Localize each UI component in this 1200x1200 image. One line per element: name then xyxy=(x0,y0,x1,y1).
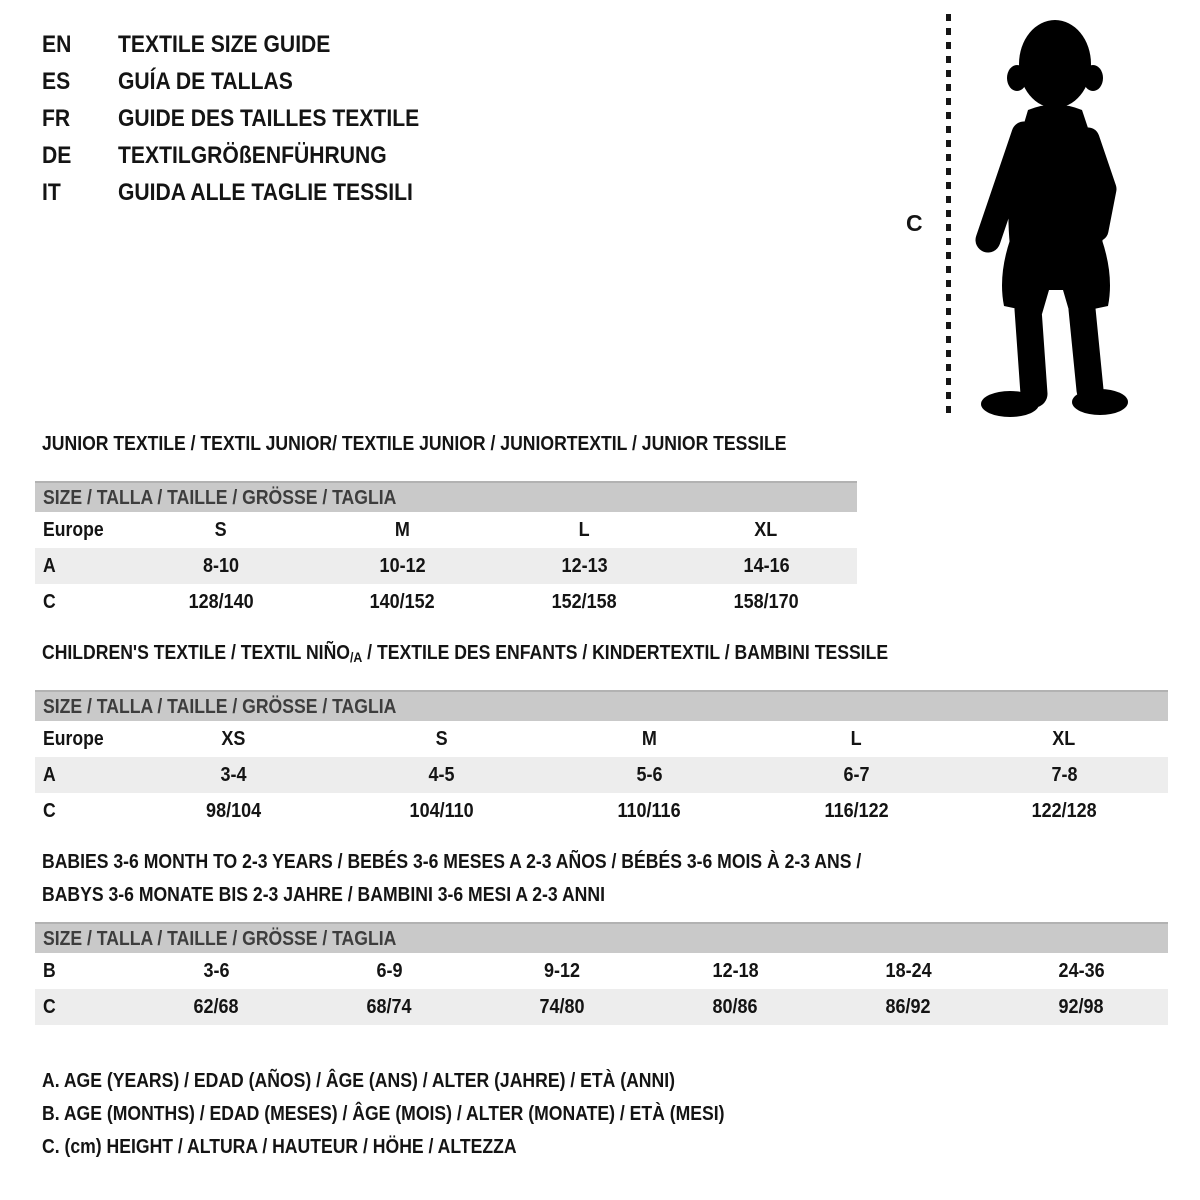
age-cell: 8-10 xyxy=(202,554,239,577)
language-title: TEXTILE SIZE GUIDE xyxy=(118,30,331,58)
table-row-age-months xyxy=(35,953,1168,989)
table-row-age xyxy=(35,757,1168,793)
language-code: IT xyxy=(42,178,61,206)
section-title-babies-line1: BABIES 3-6 MONTH TO 2-3 YEARS / BEBÉS 3-6 MESES A 2-3 AÑOS / BÉBÉS 3-6 MOIS À 2-3 ANS / xyxy=(42,851,862,873)
size-cell: S xyxy=(435,727,448,750)
language-title: GUÍA DE TALLAS xyxy=(118,67,293,95)
row-label: B xyxy=(43,959,56,982)
size-cell: XL xyxy=(1052,727,1076,750)
row-label: Europe xyxy=(43,518,104,541)
language-row-es xyxy=(42,63,460,100)
language-row-fr xyxy=(42,100,460,137)
table-row-height xyxy=(35,584,857,620)
language-row-de xyxy=(42,137,460,174)
age-cell: 3-4 xyxy=(220,763,247,786)
height-cell: 110/116 xyxy=(617,799,681,822)
legend-age-months: B. AGE (MONTHS) / EDAD (MESES) / ÂGE (MOIS) / ALTER (MONATE) / ETÀ (MESI) xyxy=(42,1103,725,1125)
table-row-europe xyxy=(35,512,857,548)
age-cell: 14-16 xyxy=(743,554,790,577)
age-cell: 6-7 xyxy=(843,763,870,786)
height-cell: 98/104 xyxy=(206,799,262,822)
height-measure-label: C xyxy=(906,210,923,236)
size-cell: S xyxy=(214,518,227,541)
junior-size-table xyxy=(35,481,857,620)
age-cell: 10-12 xyxy=(379,554,426,577)
table-row-age xyxy=(35,548,857,584)
language-code: FR xyxy=(42,104,71,132)
size-header-bar: SIZE / TALLA / TAILLE / GRÖSSE / TAGLIA xyxy=(35,481,857,512)
age-cell: 6-9 xyxy=(376,959,403,982)
language-code: DE xyxy=(42,141,72,169)
children-size-table xyxy=(35,690,1168,829)
size-cell: L xyxy=(851,727,863,750)
height-cell: 86/92 xyxy=(885,995,932,1018)
row-label: C xyxy=(43,799,56,822)
section-title-children: CHILDREN'S TEXTILE / TEXTIL $NIÑO_{/A}$ / TEXTILE DES ENFANTS / KINDERTEXTIL / BAMBINI TESSILE xyxy=(42,642,889,665)
language-title: TEXTILGRÖßENFÜHRUNG xyxy=(118,141,387,169)
height-cell: 68/74 xyxy=(366,995,413,1018)
legend-height-cm: C. (cm) HEIGHT / ALTURA / HAUTEUR / HÖHE / ALTEZZA xyxy=(42,1136,517,1158)
height-cell: 152/158 xyxy=(551,590,617,613)
row-label: C xyxy=(43,995,56,1018)
height-cell: 122/128 xyxy=(1031,799,1097,822)
language-row-it xyxy=(42,174,460,211)
language-code: EN xyxy=(42,30,72,58)
height-cell: 140/152 xyxy=(370,590,436,613)
age-cell: 4-5 xyxy=(428,763,455,786)
size-cell: M xyxy=(395,518,411,541)
age-cell: 5-6 xyxy=(635,763,662,786)
age-cell: 7-8 xyxy=(1051,763,1078,786)
height-cell: 104/110 xyxy=(409,799,474,822)
age-cell: 12-18 xyxy=(712,959,759,982)
language-title-list xyxy=(42,26,460,211)
size-cell: XL xyxy=(754,518,778,541)
row-label: Europe xyxy=(43,727,104,750)
height-cell: 116/122 xyxy=(824,799,889,822)
language-code: ES xyxy=(42,67,71,95)
age-cell: 18-24 xyxy=(885,959,932,982)
age-cell: 24-36 xyxy=(1058,959,1105,982)
size-header-bar: SIZE / TALLA / TAILLE / GRÖSSE / TAGLIA xyxy=(35,690,1168,721)
height-measure-dashed-line xyxy=(946,14,951,416)
row-label: A xyxy=(43,763,56,786)
row-label: C xyxy=(43,590,56,613)
language-title: GUIDA ALLE TAGLIE TESSILI xyxy=(118,178,413,206)
height-cell: 92/98 xyxy=(1058,995,1105,1018)
toddler-silhouette-icon xyxy=(966,14,1138,422)
section-title-junior: JUNIOR TEXTILE / TEXTIL JUNIOR/ TEXTILE JUNIOR / JUNIORTEXTIL / JUNIOR TESSILE xyxy=(42,433,787,455)
language-title: GUIDE DES TAILLES TEXTILE xyxy=(118,104,420,132)
row-label: A xyxy=(43,554,56,577)
age-cell: 9-12 xyxy=(544,959,581,982)
language-row-en xyxy=(42,26,460,63)
height-cell: 62/68 xyxy=(193,995,240,1018)
section-title-babies-line2: BABYS 3-6 MONATE BIS 2-3 JAHRE / BAMBINI 3-6 MESI A 2-3 ANNI xyxy=(42,884,605,906)
table-row-height xyxy=(35,793,1168,829)
size-header-bar: SIZE / TALLA / TAILLE / GRÖSSE / TAGLIA xyxy=(35,922,1168,953)
table-row-europe xyxy=(35,721,1168,757)
table-row-height xyxy=(35,989,1168,1025)
age-cell: 3-6 xyxy=(203,959,230,982)
nino-a-subscript: /A xyxy=(349,649,363,665)
size-cell: XS xyxy=(221,727,246,750)
height-cell: 158/170 xyxy=(733,590,799,613)
age-cell: 12-13 xyxy=(561,554,608,577)
height-cell: 74/80 xyxy=(539,995,586,1018)
babies-size-table xyxy=(35,922,1168,1025)
height-cell: 128/140 xyxy=(188,590,254,613)
size-cell: M xyxy=(641,727,657,750)
size-cell: L xyxy=(578,518,590,541)
height-cell: 80/86 xyxy=(712,995,759,1018)
legend-age-years: A. AGE (YEARS) / EDAD (AÑOS) / ÂGE (ANS) / ALTER (JAHRE) / ETÀ (ANNI) xyxy=(42,1070,675,1092)
